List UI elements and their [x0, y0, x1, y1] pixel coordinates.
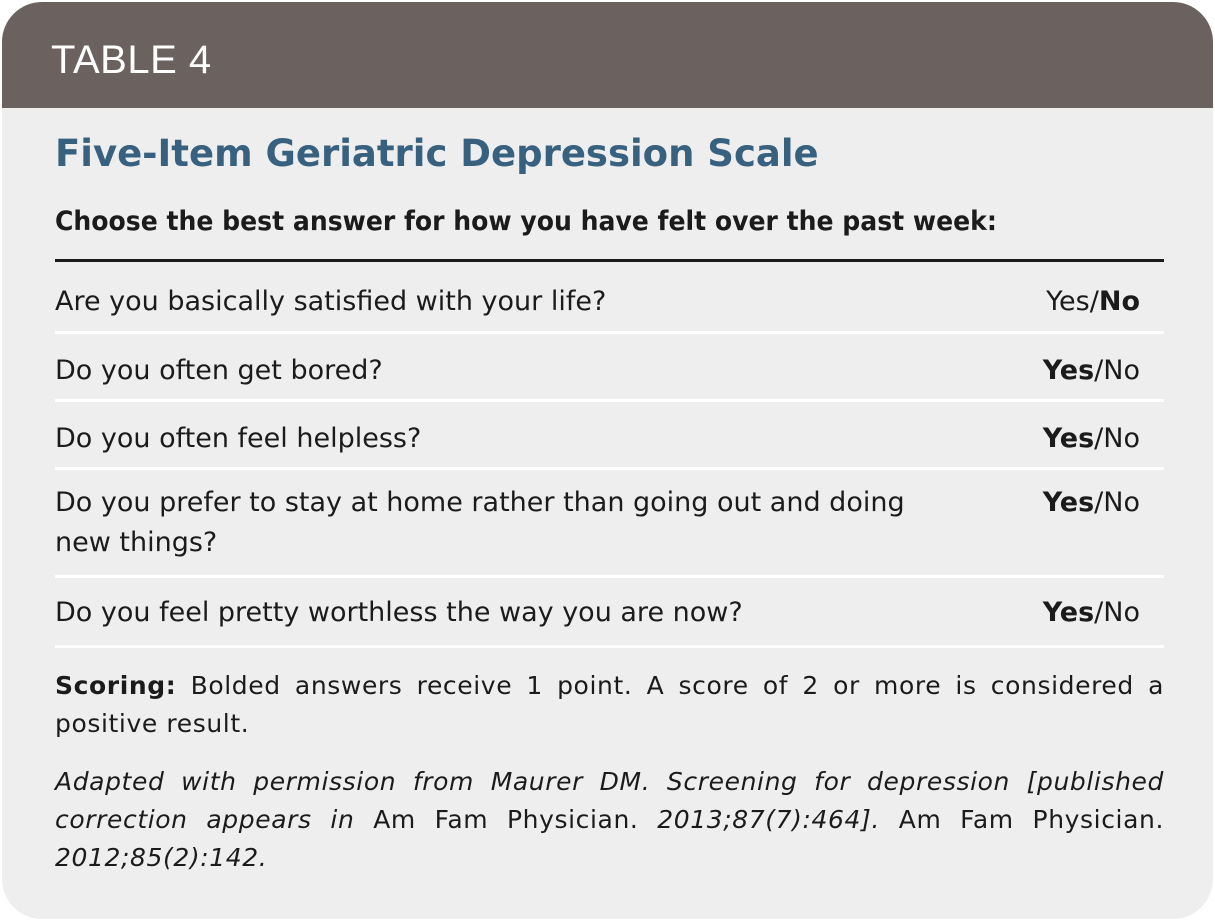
answer-options [1046, 282, 1140, 322]
answer-no-bolded: No [1098, 286, 1140, 317]
scoring-text: Bolded answers receive 1 point. A score of 2 or more is considered a positive result. [55, 671, 1164, 738]
answer-yes-bolded: Yes [1042, 355, 1095, 386]
question-table [55, 262, 1164, 648]
answer-separator: / [1094, 487, 1104, 518]
citation-part-3: 2012;85(2):142. [55, 843, 268, 872]
table-header-bar [2, 2, 1213, 108]
question-text: Do you feel pretty worthless the way you are now? [55, 597, 743, 628]
table-number-label: TABLE 4 [51, 38, 212, 82]
citation-part-1: Adapted with permission from Maurer DM. Screening for depression [published correction appears in [55, 767, 1164, 834]
answer-separator: / [1094, 423, 1104, 454]
answer-yes: Yes [1046, 286, 1090, 317]
question-text: Do you prefer to stay at home rather than going out and doing new things? [55, 487, 905, 558]
answer-separator: / [1094, 597, 1104, 628]
question-text: Do you often get bored? [55, 355, 383, 386]
answer-yes-bolded: Yes [1042, 597, 1095, 628]
citation-journal-1: Am Fam Physician. [373, 805, 639, 834]
instruction-text: Choose the best answer for how you have felt over the past week: [55, 206, 997, 237]
answer-no: No [1103, 423, 1140, 454]
question-row [55, 334, 1164, 402]
answer-separator: / [1089, 286, 1099, 317]
answer-yes-bolded: Yes [1042, 487, 1095, 518]
answer-options [1043, 483, 1140, 523]
answer-yes-bolded: Yes [1042, 423, 1095, 454]
question-row [55, 470, 1164, 578]
answer-options [1043, 419, 1140, 459]
source-citation [55, 763, 1164, 877]
question-row [55, 402, 1164, 470]
scoring-note [55, 667, 1164, 743]
citation-part-2: 2013;87(7):464]. [657, 805, 880, 834]
question-row [55, 262, 1164, 334]
table-title: Five-Item Geriatric Depression Scale [55, 132, 819, 175]
citation-journal-2: Am Fam Physician. [898, 805, 1165, 834]
answer-no: No [1103, 597, 1140, 628]
question-text: Are you basically satisfied with your life? [55, 286, 607, 317]
table-card [2, 2, 1213, 919]
question-text: Do you often feel helpless? [55, 423, 422, 454]
scoring-label: Scoring: [55, 671, 177, 700]
answer-separator: / [1094, 355, 1104, 386]
answer-options [1043, 351, 1140, 391]
answer-no: No [1103, 355, 1140, 386]
answer-no: No [1103, 487, 1140, 518]
question-row [55, 578, 1164, 648]
answer-options [1043, 593, 1140, 633]
